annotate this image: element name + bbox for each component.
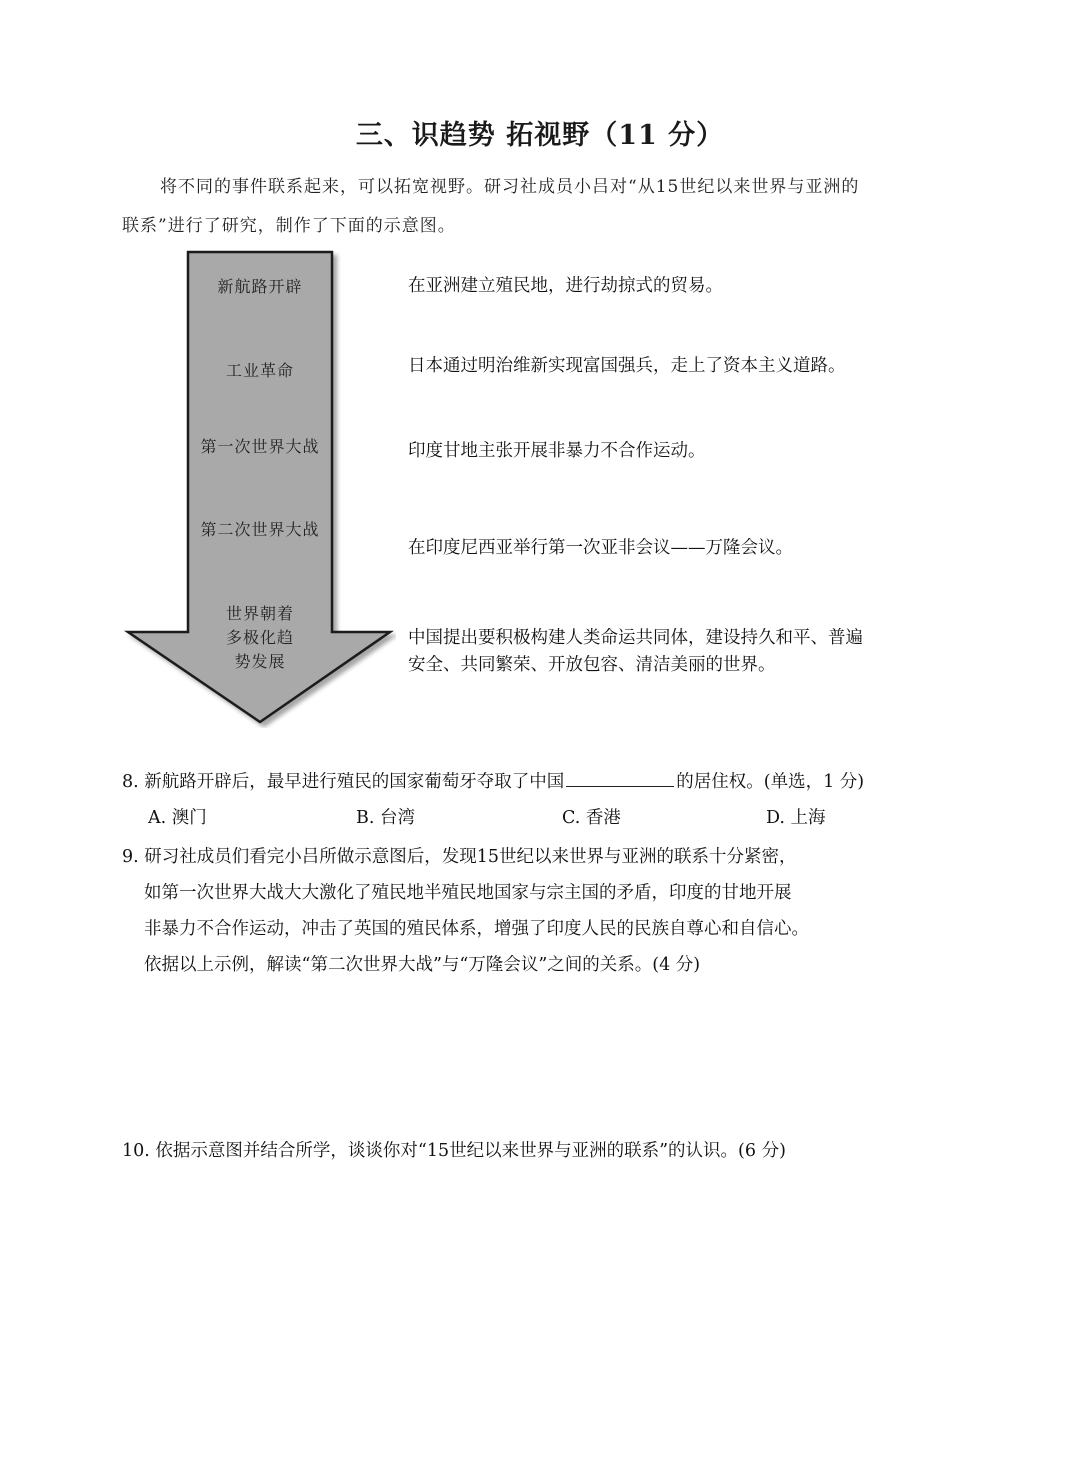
intro-line-2: 联系”进行了研究，制作了下面的示意图。: [122, 216, 456, 236]
question-8: [122, 768, 864, 793]
q8-text-before: 8. 新航路开辟后，最早进行殖民的国家葡萄牙夺取了中国: [122, 772, 565, 792]
stage-industrial-revolution: 工业革命: [225, 361, 294, 380]
section-title: 三、识趋势 拓视野（11 分）: [355, 120, 725, 151]
stage-new-sea-route: 新航路开辟: [217, 277, 303, 296]
q9-line-4: 依据以上示例，解读“第二次世界大战”与“万隆会议”之间的关系。(4 分): [144, 955, 701, 975]
event-community-line-1: 中国提出要积极构建人类命运共同体，建设持久和平、普遍: [408, 628, 863, 648]
event-gandhi-movement: 印度甘地主张开展非暴力不合作运动。: [408, 441, 706, 461]
q8-text-after: 的居住权。(单选，1 分): [676, 772, 865, 792]
event-colonization: 在亚洲建立殖民地，进行劫掠式的贸易。: [408, 276, 723, 296]
q8-option-c[interactable]: C. 香港: [562, 808, 621, 828]
q8-option-b[interactable]: B. 台湾: [356, 808, 415, 828]
q9-line-3: 非暴力不合作运动，冲击了英国的殖民体系，增强了印度人民的民族自尊心和自信心。: [144, 919, 809, 939]
event-meiji-restoration: 日本通过明治维新实现富国强兵，走上了资本主义道路。: [408, 356, 846, 376]
q8-option-a[interactable]: A. 澳门: [148, 808, 207, 828]
q9-line-1: 9. 研习社成员们看完小吕所做示意图后，发现15世纪以来世界与亚洲的联系十分紧密，: [122, 847, 797, 867]
stage-multipolar-line-2: 多极化趋: [225, 628, 294, 647]
intro-line-1: 将不同的事件联系起来，可以拓宽视野。研习社成员小吕对“从15世纪以来世界与亚洲的: [160, 177, 860, 197]
q9-line-2: 如第一次世界大战大大激化了殖民地半殖民地国家与宗主国的矛盾，印度的甘地开展: [144, 883, 792, 903]
event-bandung-conference: 在印度尼西亚举行第一次亚非会议——万隆会议。: [408, 538, 793, 558]
q8-option-d[interactable]: D. 上海: [766, 808, 826, 828]
q8-answer-blank[interactable]: [566, 770, 674, 787]
stage-world-war-2: 第二次世界大战: [200, 520, 320, 539]
question-10: 10. 依据示意图并结合所学，谈谈你对“15世纪以来世界与亚洲的联系”的认识。(6 分): [122, 1141, 786, 1161]
stage-multipolar-line-3: 势发展: [234, 652, 286, 671]
stage-world-war-1: 第一次世界大战: [200, 437, 320, 456]
stage-multipolar-line-1: 世界朝着: [225, 604, 294, 623]
event-community-line-2: 安全、共同繁荣、开放包容、清洁美丽的世界。: [408, 655, 776, 675]
